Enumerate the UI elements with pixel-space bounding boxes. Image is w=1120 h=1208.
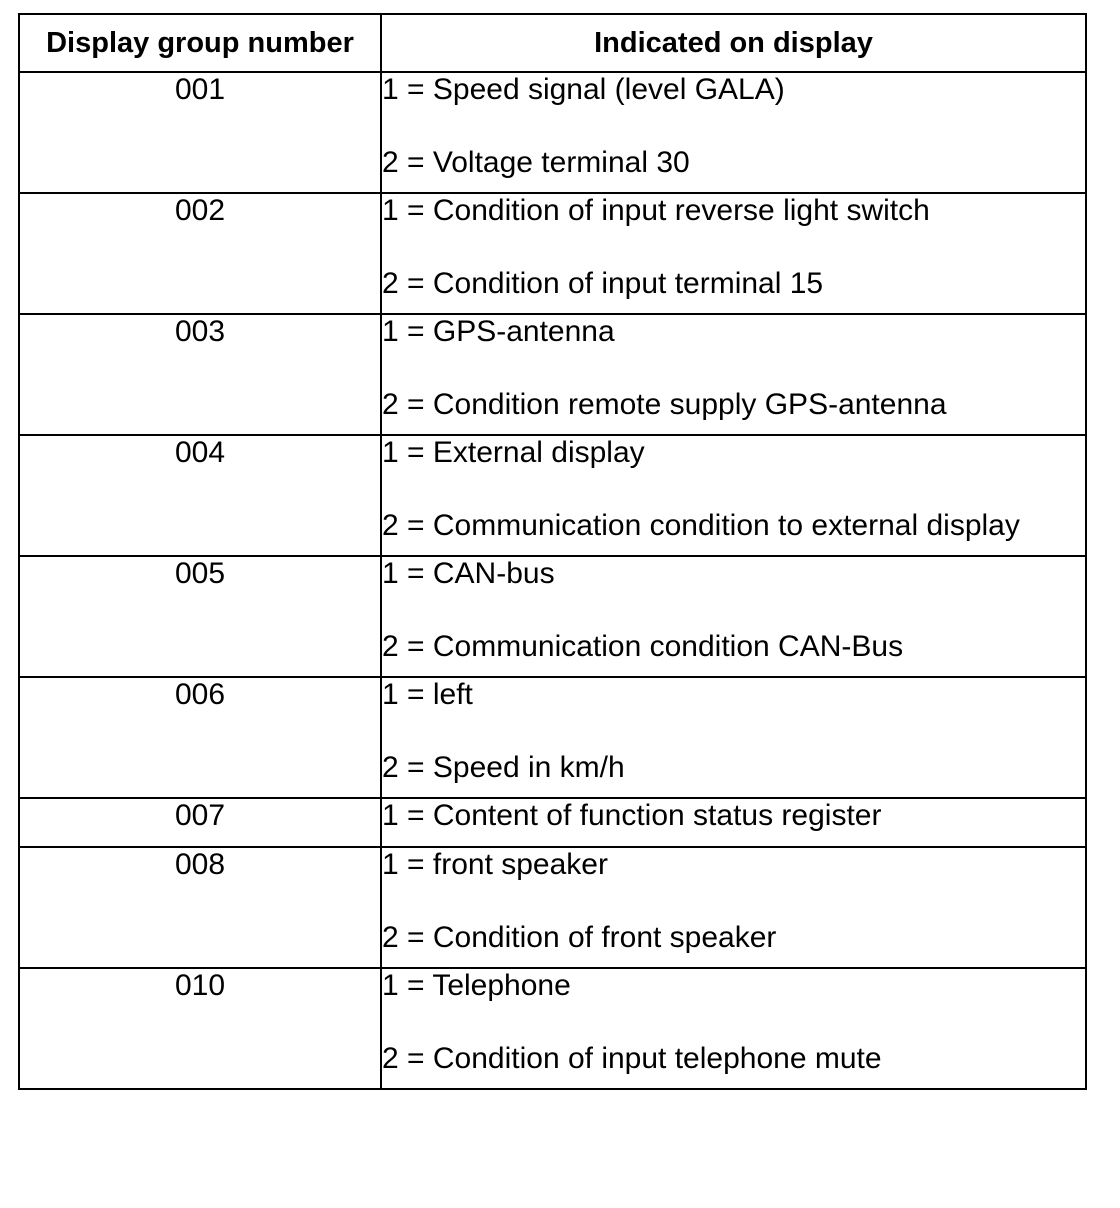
- table-row: [19, 677, 1086, 798]
- indication-line: 2 = Speed in km/h: [382, 751, 625, 784]
- group-number-cell: 006: [19, 677, 381, 798]
- indication-line: 1 = Condition of input reverse light switch: [382, 194, 930, 227]
- indication-line: 2 = Voltage terminal 30: [382, 146, 690, 179]
- indication-cell: [381, 798, 1086, 847]
- indication-cell: [381, 314, 1086, 435]
- indication-line: 1 = front speaker: [382, 848, 608, 881]
- indication-cell: [381, 968, 1086, 1089]
- group-number-cell: 001: [19, 72, 381, 193]
- indication-line: 2 = Condition of front speaker: [382, 921, 777, 954]
- indication-line: 2 = Communication condition CAN-Bus: [382, 630, 904, 663]
- indication-cell: [381, 556, 1086, 677]
- header-indicated-on-display: Indicated on display: [381, 14, 1086, 72]
- group-number-cell: 010: [19, 968, 381, 1089]
- indication-line: 2 = Communication condition to external display: [382, 509, 1020, 542]
- indication-cell: [381, 847, 1086, 968]
- table-row: [19, 72, 1086, 193]
- table-row: [19, 847, 1086, 968]
- group-number-cell: 004: [19, 435, 381, 556]
- indication-line: 1 = Speed signal (level GALA): [382, 73, 785, 106]
- indication-line: 1 = Content of function status register: [382, 799, 882, 832]
- group-number-cell: 005: [19, 556, 381, 677]
- group-number-cell: 003: [19, 314, 381, 435]
- table-row: [19, 798, 1086, 847]
- display-group-table: [18, 13, 1087, 1090]
- table-header-row: [19, 14, 1086, 72]
- group-number-cell: 007: [19, 798, 381, 847]
- indication-line: 2 = Condition of input terminal 15: [382, 267, 824, 300]
- table-row: [19, 968, 1086, 1089]
- indication-cell: [381, 72, 1086, 193]
- indication-line: 1 = GPS-antenna: [382, 315, 615, 348]
- table-row: [19, 193, 1086, 314]
- header-display-group-number: Display group number: [19, 14, 381, 72]
- indication-line: 1 = Telephone: [382, 969, 571, 1002]
- indication-line: 1 = External display: [382, 436, 645, 469]
- table-row: [19, 435, 1086, 556]
- group-number-cell: 002: [19, 193, 381, 314]
- indication-line: 2 = Condition remote supply GPS-antenna: [382, 388, 947, 421]
- table-row: [19, 556, 1086, 677]
- indication-cell: [381, 193, 1086, 314]
- indication-cell: [381, 677, 1086, 798]
- table-row: [19, 314, 1086, 435]
- indication-line: 2 = Condition of input telephone mute: [382, 1042, 882, 1075]
- indication-line: 1 = CAN-bus: [382, 557, 555, 590]
- group-number-cell: 008: [19, 847, 381, 968]
- indication-cell: [381, 435, 1086, 556]
- indication-line: 1 = left: [382, 678, 473, 711]
